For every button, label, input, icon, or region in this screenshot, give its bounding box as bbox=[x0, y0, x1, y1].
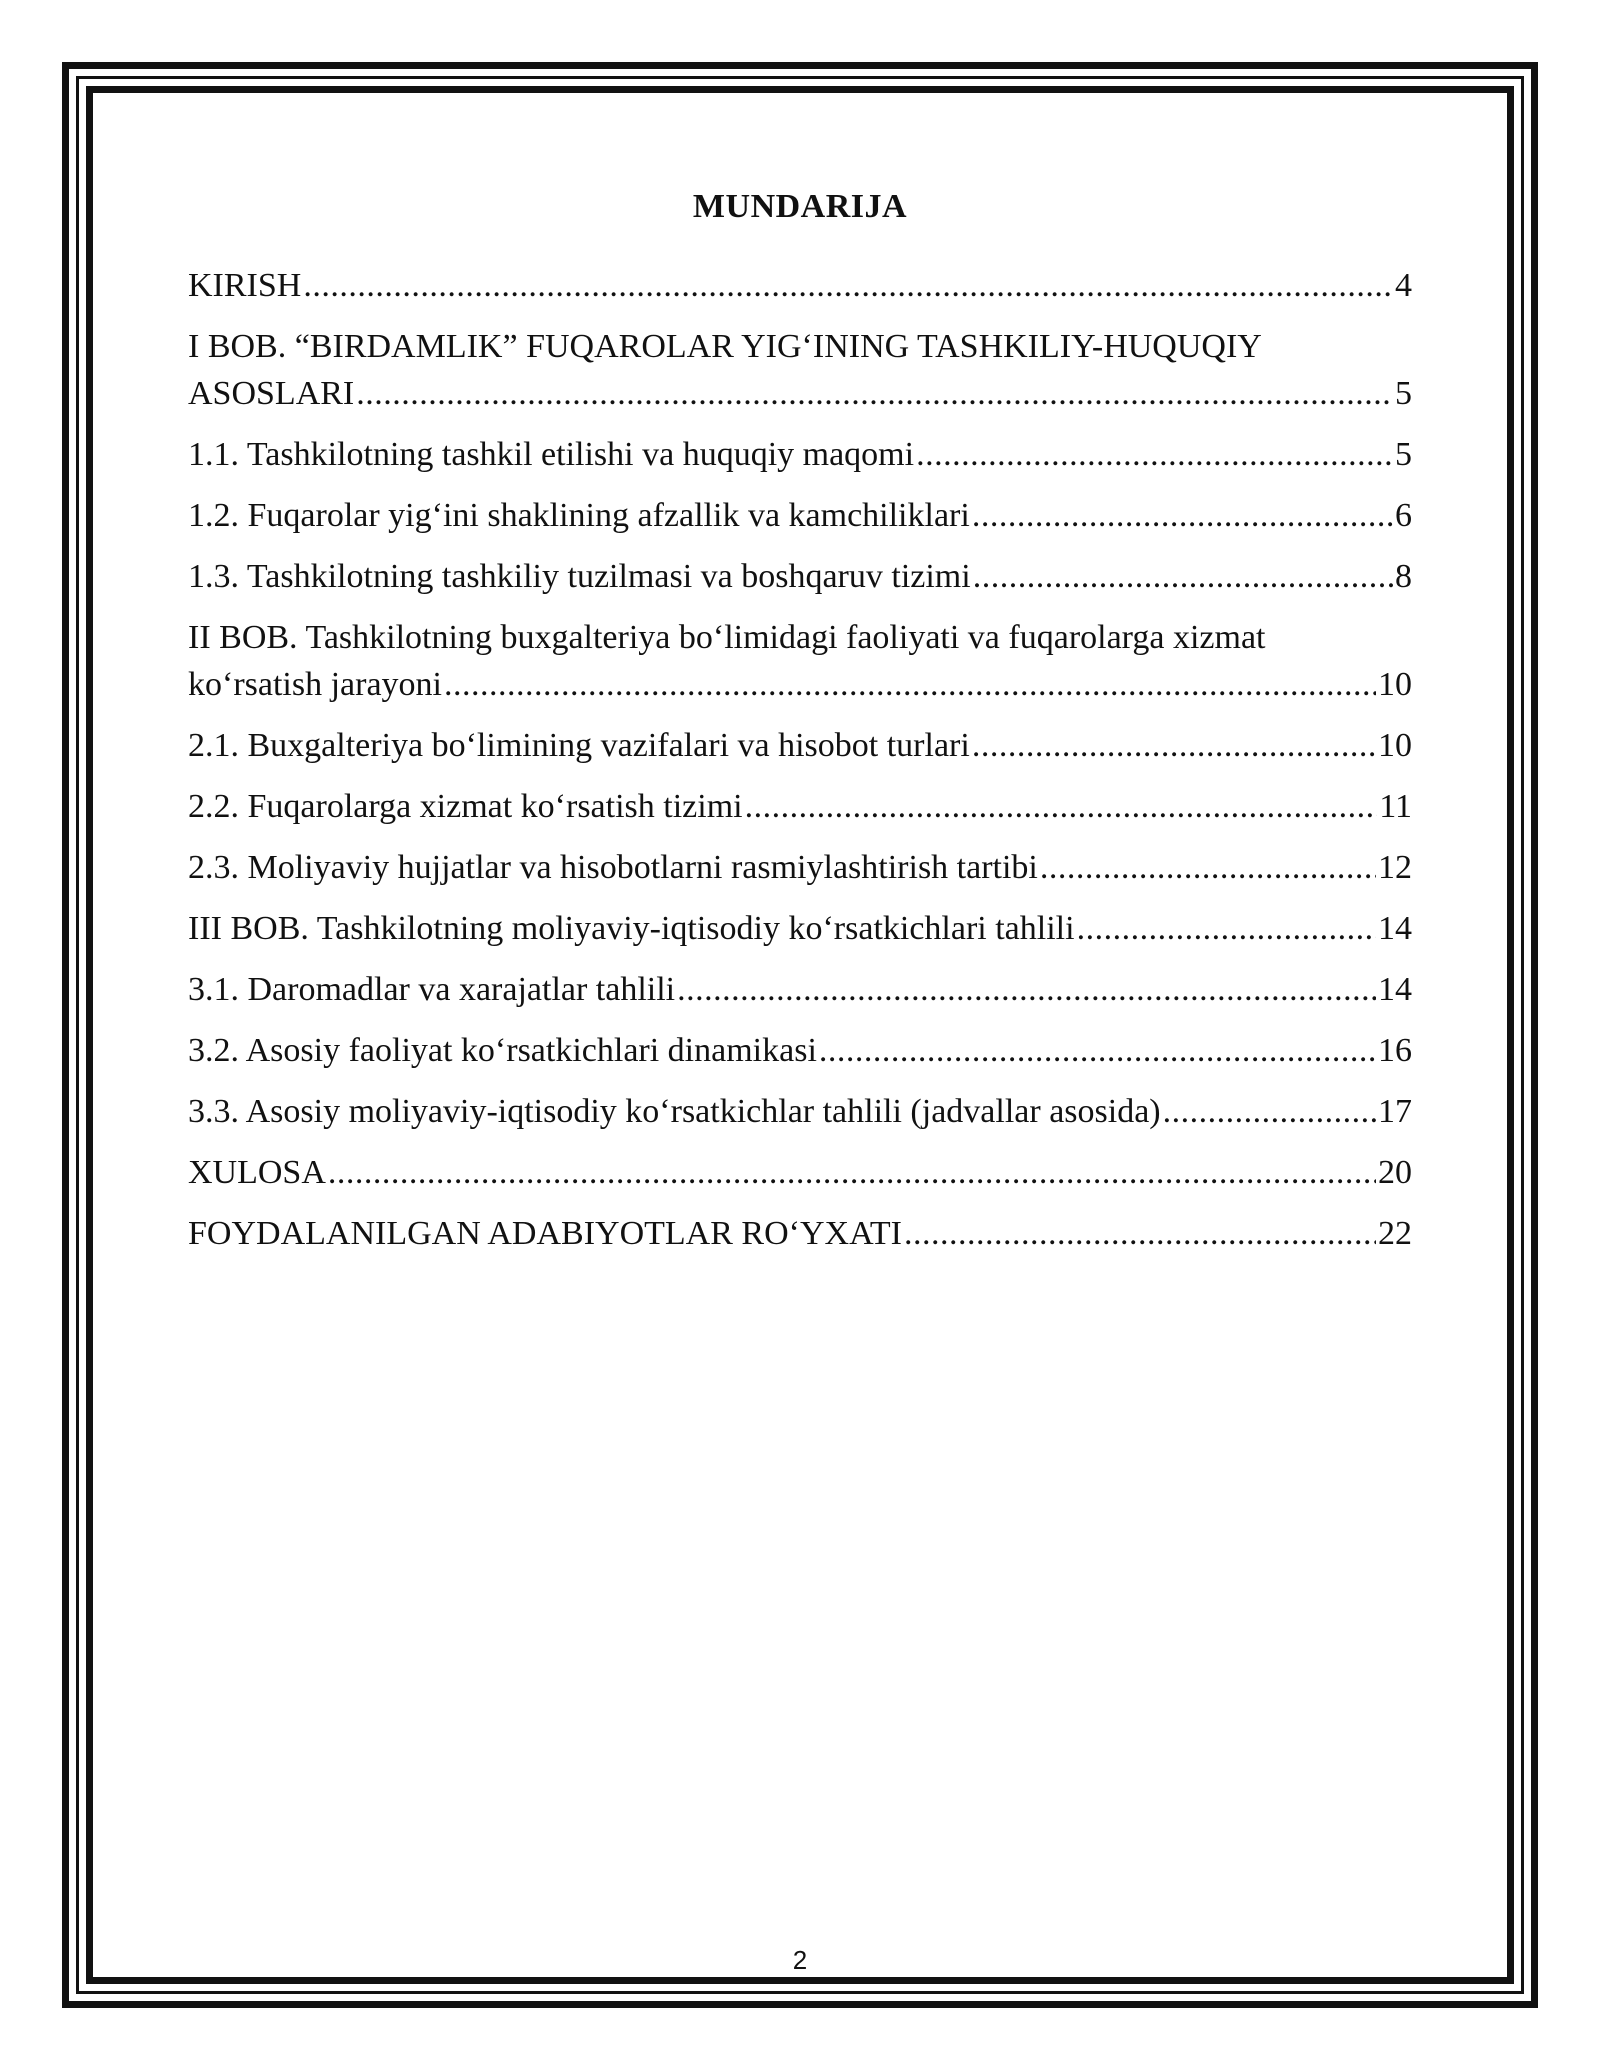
toc-entry-label: 3.1. Daromadlar va xarajatlar tahlili bbox=[188, 971, 676, 1008]
toc-entry-1-2[interactable] bbox=[188, 492, 1412, 539]
table-of-contents bbox=[188, 262, 1412, 1271]
toc-entry-2-2[interactable] bbox=[188, 783, 1412, 830]
toc-entry-label: III BOB. Tashkilotning moliyaviy-iqtisodiy ko‘rsatkichlari tahlili bbox=[188, 910, 1075, 947]
toc-leader-dots bbox=[677, 966, 1376, 1013]
toc-entry-label: XULOSA bbox=[188, 1154, 326, 1191]
toc-leader-dots bbox=[745, 783, 1378, 830]
toc-leader-dots bbox=[904, 1210, 1376, 1257]
toc-entry-chapter-1[interactable] bbox=[188, 323, 1412, 417]
toc-entry-label: KIRISH bbox=[188, 267, 302, 304]
toc-entry-label: 1.2. Fuqarolar yig‘ini shaklining afzallik va kamchiliklari bbox=[188, 497, 970, 534]
toc-entry-page: 5 bbox=[1395, 375, 1412, 412]
toc-entry-page: 5 bbox=[1395, 436, 1412, 473]
toc-entry-3-2[interactable] bbox=[188, 1027, 1412, 1074]
toc-leader-dots bbox=[444, 661, 1376, 708]
toc-entry-page: 11 bbox=[1379, 788, 1412, 825]
toc-entry-page: 14 bbox=[1378, 910, 1412, 947]
toc-title: MUNDARIJA bbox=[692, 188, 908, 225]
toc-entry-label: 2.1. Buxgalteriya bo‘limining vazifalari va hisobot turlari bbox=[188, 727, 970, 764]
toc-entry-page: 10 bbox=[1378, 727, 1412, 764]
toc-entry-chapter-2[interactable] bbox=[188, 614, 1412, 708]
toc-entry-label: 1.3. Tashkilotning tashkiliy tuzilmasi va boshqaruv tizimi bbox=[188, 558, 971, 595]
toc-entry-label: FOYDALANILGAN ADABIYOTLAR RO‘YXATI bbox=[188, 1215, 902, 1252]
page-number: 2 bbox=[792, 1945, 808, 1975]
toc-leader-dots bbox=[916, 431, 1393, 478]
toc-entry-page: 6 bbox=[1395, 497, 1412, 534]
toc-entry-1-1[interactable] bbox=[188, 431, 1412, 478]
toc-entry-xulosa[interactable] bbox=[188, 1149, 1412, 1196]
toc-leader-dots bbox=[819, 1027, 1376, 1074]
toc-entry-label-line1: I BOB. “BIRDAMLIK” FUQAROLAR YIG‘INING TASHKILIY-HUQUQIY bbox=[188, 328, 1262, 365]
toc-entry-page: 14 bbox=[1378, 971, 1412, 1008]
toc-leader-dots bbox=[972, 492, 1393, 539]
toc-entry-page: 17 bbox=[1378, 1093, 1412, 1130]
toc-entry-label: 2.2. Fuqarolarga xizmat ko‘rsatish tizimi bbox=[188, 788, 743, 825]
toc-entry-page: 8 bbox=[1395, 558, 1412, 595]
toc-entry-2-1[interactable] bbox=[188, 722, 1412, 769]
toc-entry-page: 22 bbox=[1378, 1215, 1412, 1252]
toc-entry-page: 16 bbox=[1378, 1032, 1412, 1069]
toc-entry-chapter-3[interactable] bbox=[188, 905, 1412, 952]
toc-entry-label: 3.3. Asosiy moliyaviy-iqtisodiy ko‘rsatkichlar tahlili (jadvallar asosida) bbox=[188, 1093, 1161, 1130]
toc-entry-page: 12 bbox=[1378, 849, 1412, 886]
toc-entry-label: 3.2. Asosiy faoliyat ko‘rsatkichlari dinamikasi bbox=[188, 1032, 817, 1069]
toc-leader-dots bbox=[328, 1149, 1376, 1196]
toc-entry-page: 20 bbox=[1378, 1154, 1412, 1191]
toc-leader-dots bbox=[972, 722, 1376, 769]
toc-leader-dots bbox=[1077, 905, 1376, 952]
toc-leader-dots bbox=[1040, 844, 1376, 891]
toc-entry-3-3[interactable] bbox=[188, 1088, 1412, 1135]
toc-entry-1-3[interactable] bbox=[188, 553, 1412, 600]
toc-entry-kirish[interactable] bbox=[188, 262, 1412, 309]
toc-entry-label-line1: II BOB. Tashkilotning buxgalteriya bo‘limidagi faoliyati va fuqarolarga xizmat bbox=[188, 619, 1266, 656]
toc-leader-dots bbox=[356, 370, 1393, 417]
toc-leader-dots bbox=[303, 262, 1393, 309]
toc-leader-dots bbox=[973, 553, 1393, 600]
toc-entry-page: 4 bbox=[1395, 267, 1412, 304]
toc-entry-label-line2: ko‘rsatish jarayoni bbox=[188, 666, 442, 703]
toc-entry-label: 1.1. Tashkilotning tashkil etilishi va huquqiy maqomi bbox=[188, 436, 915, 473]
toc-entry-page: 10 bbox=[1378, 666, 1412, 703]
toc-entry-label: 2.3. Moliyaviy hujjatlar va hisobotlarni rasmiylashtirish tartibi bbox=[188, 849, 1038, 886]
toc-leader-dots bbox=[1163, 1088, 1376, 1135]
toc-entry-references[interactable] bbox=[188, 1210, 1412, 1257]
toc-entry-2-3[interactable] bbox=[188, 844, 1412, 891]
toc-entry-label-line2: ASOSLARI bbox=[188, 375, 355, 412]
toc-entry-3-1[interactable] bbox=[188, 966, 1412, 1013]
